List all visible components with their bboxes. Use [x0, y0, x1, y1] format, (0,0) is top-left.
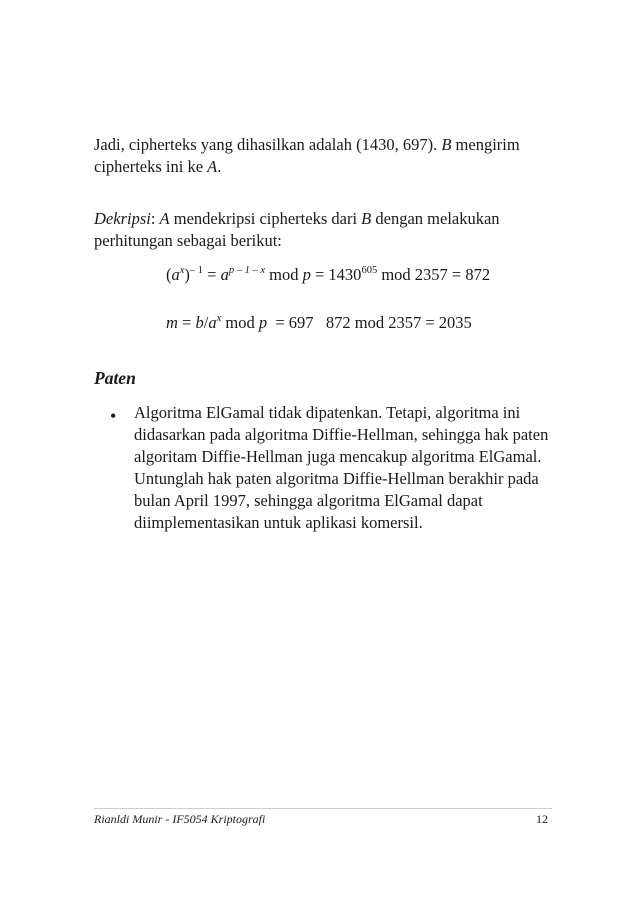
paragraph-ciphertext-result — [94, 134, 564, 178]
eq-var: a — [171, 265, 180, 284]
equation-inverse — [166, 265, 490, 285]
eq-sup: 605 — [361, 264, 378, 276]
eq-var: p — [258, 313, 268, 332]
colon: : — [150, 209, 160, 228]
paragraph-text: mengirim cipherteks ini ke — [94, 135, 520, 176]
eq-var: a — [220, 265, 229, 284]
eq-text: = — [203, 265, 221, 284]
eq-text: = 1430 — [310, 265, 362, 284]
footer-author: Rianldi Munir - IF5054 Kriptografi — [94, 812, 266, 826]
eq-sup: x — [216, 312, 222, 324]
eq-text: ) — [184, 265, 190, 284]
paragraph-text: mendekripsi cipherteks dari — [169, 209, 362, 228]
eq-var: a — [208, 313, 217, 332]
eq-text: mod 2357 = 872 — [377, 265, 491, 284]
eq-text: = — [177, 313, 196, 332]
eq-var: m — [166, 313, 178, 332]
decryption-label: Dekripsi — [94, 209, 151, 228]
eq-sup: p – 1 – x — [228, 264, 266, 276]
bullet-item-text: Algoritma ElGamal tidak dipatenkan. Tetapi, algoritma ini didasarkan pada algoritma Diffie-Hellman, sehingga hak paten algoritam Diffie-Hellman juga mencakup algoritma ElGamal. Untunglah hak paten algoritma Diffie-Hellman berakhir pada bulan April 1997, sehingga algoritma ElGamal dapat diimplementasikan untuk aplikasi komersil. — [134, 403, 549, 532]
paragraph-text: Jadi, cipherteks yang dihasilkan adalah (1430, 697). — [94, 135, 442, 154]
eq-text: mod — [221, 313, 259, 332]
paragraph-text: . — [217, 157, 222, 176]
eq-sup: x — [179, 264, 185, 276]
paragraph-decryption — [94, 208, 564, 252]
equation-plaintext — [166, 313, 472, 333]
eq-var: b — [195, 313, 204, 332]
variable-b: B — [441, 135, 452, 154]
variable-b: B — [361, 209, 372, 228]
eq-text: mod — [265, 265, 303, 284]
variable-a: A — [207, 157, 218, 176]
paragraph-text: dengan melakukan perhitungan sebagai berikut: — [94, 209, 500, 250]
variable-a: A — [159, 209, 170, 228]
footer-divider — [94, 808, 552, 809]
eq-sup: – 1 — [189, 264, 204, 276]
page-number: 12 — [536, 812, 548, 826]
eq-var: p — [302, 265, 311, 284]
eq-text: = 697 872 mod 2357 = 2035 — [267, 313, 472, 332]
eq-text: ( — [166, 265, 172, 284]
bullet-icon: • — [110, 406, 117, 426]
eq-text: / — [203, 313, 209, 332]
section-heading-paten: Paten — [94, 368, 136, 388]
